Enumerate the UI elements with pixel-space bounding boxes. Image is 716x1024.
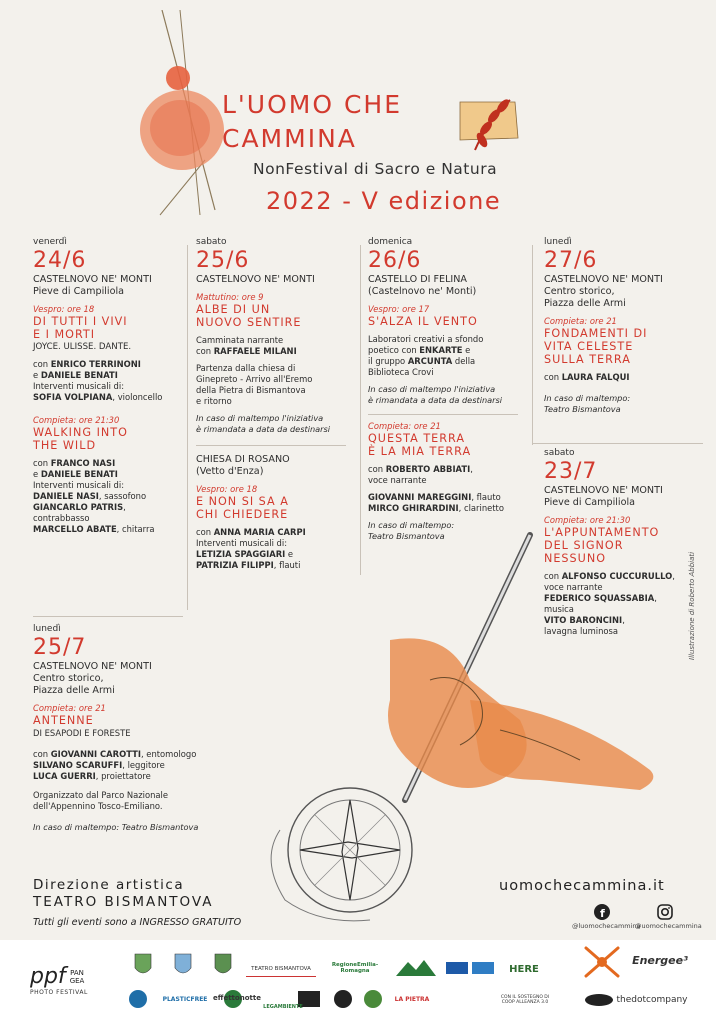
website-link[interactable]: uomochecammina.it [499, 878, 665, 894]
divider [33, 616, 183, 617]
here-logo: HERE [509, 963, 539, 975]
event-24-6: venerdì 24/6 CASTELNOVO NE' MONTI Pieve di Campiliola Vespro: ore 18 DI TUTTI I VIVI E I MORTI JOYCE. ULISSE. DANTE. con ENRICO TERRINONI e DANIELE BENATI Interventi musicali di: SOFIA VOLPIANA, violoncello Compieta: ore 21:30 WALKING INTO THE WILD con FRANCO NASI e DANIELE BENATI Interventi musicali di: DANIELE NASI, sassofono GIANCARLO PATRIS, contrabbasso MARCELLO ABATE, chitarra [33, 237, 163, 534]
teatro-label: TEATRO BISMANTOVA [33, 894, 214, 910]
ingresso-gratuito: Tutti gli eventi sono a INGRESSO GRATUITO [33, 917, 242, 928]
teatro-bismantova-logo: TEATRO BISMANTOVA [246, 962, 316, 977]
event-26-6: domenica 26/6 CASTELLO DI FELINA (Castelnovo ne' Monti) Vespro: ore 17 S'ALZA IL VENTO Laboratori creativi a sfondo poetico con ENKARTE e il gruppo ARCUNTA della Biblioteca Crovi In caso di maltempo l'iniziativa è rimandata a data da destinarsi Compieta: ore 21 QUESTA TERRA È LA MIA TERRA con ROBERTO ABBIATI, voce narrante GIOVANNI MAREGGINI, flauto MIRCO GHIRARDINI, clarinetto In caso di maltempo: Teatro Bismantova [368, 237, 528, 542]
event-23-7: sabato 23/7 CASTELNOVO NE' MONTI Pieve di Campiliola Compieta: ore 21:30 L'APPUNTAMENTO DEL SIGNOR NESSUNO con ALFONSO CUCCURULLO, voce narrante FEDERICO SQUASSABIA, musica VITO BARONCINI, lavagna luminosa [544, 448, 675, 636]
instagram-link[interactable]: @uomochecammina [635, 904, 695, 930]
plasticfree-logo: PLASTICFREE [162, 995, 208, 1003]
illustration-credit: Illustrazione di Roberto Abbiati [688, 551, 696, 660]
hand-compass-illustration [240, 530, 670, 930]
facebook-link[interactable]: f @luomochecammina [572, 904, 632, 930]
legambiente-logo: LEGAMBIENTE [263, 1004, 303, 1010]
event-25-7: lunedì 25/7 CASTELNOVO NE' MONTI Centro storico, Piazza delle Armi Compieta: ore 21 ANTENNE DI ESAPODI E FORESTE con GIOVANNI CAROTTI, entomologo SILVANO SCARUFFI, leggitore LUCA GUERRI, proiettatore Organizzato dal Parco Nazionale dell'Appennino Tosco-Emiliano. In caso di maltempo: Teatro Bismantova [33, 624, 199, 832]
dotcompany-icon [584, 992, 614, 1008]
instagram-icon [657, 904, 673, 920]
sponsor-strip [0, 940, 716, 1024]
pangea-logo: ppf PAN GEA PHOTO FESTIVAL [30, 964, 88, 996]
divider [360, 245, 361, 575]
appennino-logo [394, 958, 438, 978]
event-25-6: sabato 25/6 CASTELNOVO NE' MONTI Mattutino: ore 9 ALBE DI UN NUOVO SENTIRE Camminata narrante con RAFFAELE MILANI Partenza dalla chiesa di Ginepreto - Arrivo all'Eremo della Pietra di Bismantova e ritorno In caso di maltempo l'iniziativa è rimandata a data da destinarsi CHIESA DI ROSANO (Vetto d'Enza) Vespro: ore 18 E NON SI SA A CHI CHIEDERE con ANNA MARIA CARPI Interventi musicali di: LETIZIA SPAGGIARI e PATRIZIA FILIPPI, flauti [196, 237, 356, 571]
divider [187, 245, 188, 610]
direzione-label: Direzione artistica [33, 877, 185, 893]
facebook-icon [594, 904, 610, 920]
municipal-crests [130, 952, 240, 982]
la-pietra-logo: LA PIETRA [394, 995, 430, 1003]
energee-logo: Energee³ [632, 953, 688, 967]
event-27-6: lunedì 27/6 CASTELNOVO NE' MONTI Centro storico, Piazza delle Armi Compieta: ore 21 FONDAMENTI DI VITA CELESTE SULLA TERRA con LAURA FALQUI In caso di maltempo: Teatro Bismantova [544, 237, 663, 414]
coop-logo: CON IL SOSTEGNO DI COOP ALLEANZA 3.0 [500, 995, 550, 1005]
divider [532, 245, 533, 445]
park-logos [446, 960, 496, 976]
festival-subtitle: NonFestival di Sacro e Natura [253, 160, 498, 178]
energee-icon [582, 944, 622, 980]
svg-text:f: f [600, 907, 605, 920]
festival-title: L'UOMO CHE CAMMINA [222, 90, 403, 153]
dotcompany-logo: thedotcompany [616, 995, 688, 1005]
regione-logo: RegioneEmilia-Romagna [331, 962, 379, 974]
edition: 2022 - V edizione [266, 187, 502, 215]
effettonotte-logo: effettonotte [213, 994, 261, 1002]
divider [533, 443, 703, 444]
